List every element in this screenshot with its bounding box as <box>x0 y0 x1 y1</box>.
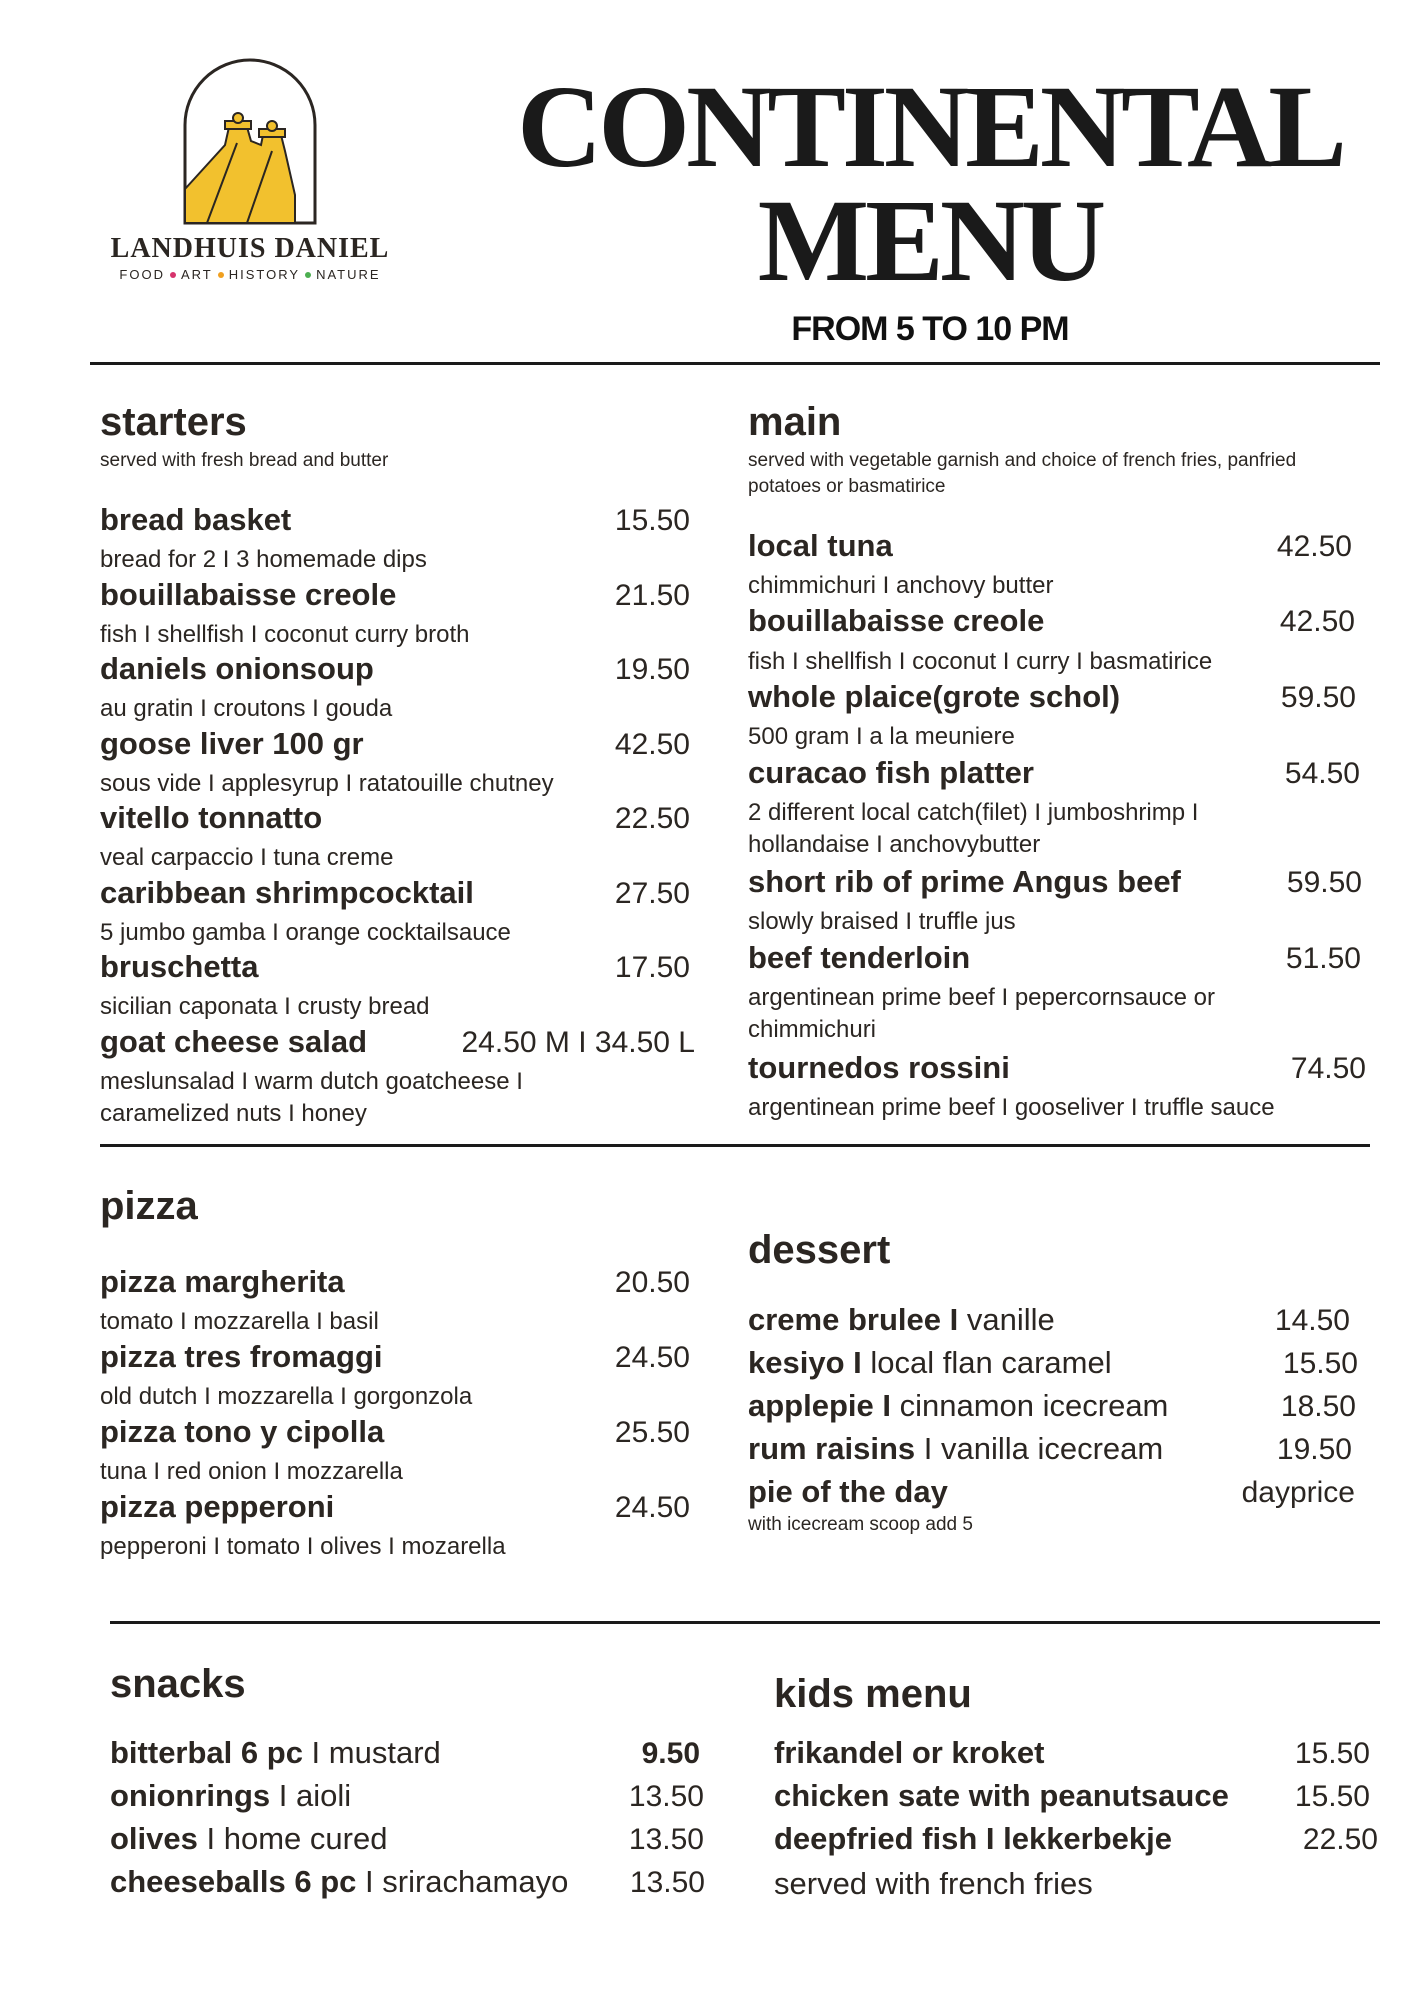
item-price: 42.50 <box>614 728 690 761</box>
item-name: bruschetta <box>100 949 259 984</box>
item-desc: tomato I mozzarella I basil <box>100 1308 379 1335</box>
dessert-name: creme brulee I vanille <box>748 1302 1055 1337</box>
opening-hours: FROM 5 TO 10 PM <box>791 310 1069 348</box>
item-price: 9.50 <box>641 1737 700 1770</box>
item-price: 15.50 <box>614 504 690 537</box>
item-name: goat cheese salad <box>100 1024 368 1059</box>
logo <box>95 55 405 295</box>
item-desc: argentinean prime beef I pepercornsauce or chimmichuri <box>748 984 1215 1043</box>
dessert-name: pie of the day <box>748 1474 948 1509</box>
item-name: pizza tres fromaggi <box>100 1339 383 1374</box>
item-desc: chimmichuri I anchovy butter <box>748 572 1054 599</box>
item-price: 42.50 <box>1279 605 1355 638</box>
item-desc: argentinean prime beef I gooseliver I truffle sauce <box>748 1094 1275 1121</box>
item-desc: veal carpaccio I tuna creme <box>100 844 394 871</box>
item-price: dayprice <box>1241 1476 1355 1509</box>
item-name: tournedos rossini <box>748 1050 1010 1085</box>
item-price: 14.50 <box>1274 1304 1350 1337</box>
divider <box>100 1144 1370 1147</box>
dessert-name: applepie I cinnamon icecream <box>748 1388 1169 1423</box>
tagline-dot <box>218 272 224 278</box>
section-title-snacks: snacks <box>110 1662 246 1706</box>
tagline-word: FOOD <box>119 267 165 282</box>
item-price: 24.50 <box>614 1491 690 1524</box>
divider <box>110 1621 1380 1624</box>
item-price: 59.50 <box>1280 681 1356 714</box>
item-name: frikandel or kroket <box>774 1735 1045 1770</box>
item-price: 59.50 <box>1286 866 1362 899</box>
item-name: pizza pepperoni <box>100 1489 335 1524</box>
item-desc: 5 jumbo gamba I orange cocktailsauce <box>100 919 511 946</box>
item-price: 17.50 <box>614 951 690 984</box>
item-desc: sicilian caponata I crusty bread <box>100 993 430 1020</box>
item-name: goose liver 100 gr <box>100 726 364 761</box>
section-title-starters: starters <box>100 400 247 444</box>
item-price: 27.50 <box>614 877 690 910</box>
item-desc: tuna I red onion I mozzarella <box>100 1458 403 1485</box>
tagline-dot <box>170 272 176 278</box>
kids-note: served with french fries <box>774 1866 1093 1901</box>
brand-name: LANDHUIS DANIEL <box>110 233 390 264</box>
item-price: 24.50 <box>614 1341 690 1374</box>
item-name: chicken sate with peanutsauce <box>774 1778 1229 1813</box>
item-desc: sous vide I applesyrup I ratatouille chutney <box>100 770 554 797</box>
section-title-pizza: pizza <box>100 1184 198 1228</box>
item-price: 15.50 <box>1294 1737 1370 1770</box>
menu-title: CONTINENTAL <box>517 61 1343 192</box>
section-title-main: main <box>748 400 842 444</box>
item-desc: fish I shellfish I coconut curry broth <box>100 621 470 648</box>
item-price: 13.50 <box>628 1780 704 1813</box>
item-desc: bread for 2 I 3 homemade dips <box>100 546 427 573</box>
item-price: 15.50 <box>1294 1780 1370 1813</box>
divider <box>90 362 1380 365</box>
item-price: 13.50 <box>629 1866 705 1899</box>
tagline-word: NATURE <box>316 267 381 282</box>
item-price: 24.50 M I 34.50 L <box>461 1026 695 1059</box>
item-price: 74.50 <box>1290 1052 1366 1085</box>
item-desc: meslunsalad I warm dutch goatcheese I caramelized nuts I honey <box>100 1068 523 1127</box>
section-note-main: served with vegetable garnish and choice of french fries, panfried potatoes or basmatirice <box>748 450 1297 497</box>
item-price: 22.50 <box>614 802 690 835</box>
item-price: 22.50 <box>1302 1823 1378 1856</box>
item-desc: 500 gram I a la meuniere <box>748 723 1015 750</box>
item-name: bouillabaisse creole <box>748 603 1045 638</box>
landhuis-logo-icon <box>177 55 323 225</box>
snack-name: cheeseballs 6 pc I srirachamayo <box>110 1864 569 1899</box>
item-desc: slowly braised I truffle jus <box>748 908 1016 935</box>
item-name: local tuna <box>748 528 893 563</box>
item-price: 13.50 <box>628 1823 704 1856</box>
item-desc: old dutch I mozzarella I gorgonzola <box>100 1383 473 1410</box>
item-price: 20.50 <box>614 1266 690 1299</box>
section-title-dessert: dessert <box>748 1228 891 1272</box>
item-price: 42.50 <box>1276 530 1352 563</box>
section-title-kids: kids menu <box>774 1672 972 1716</box>
item-price: 19.50 <box>1276 1433 1352 1466</box>
dessert-name: rum raisins I vanilla icecream <box>748 1431 1164 1466</box>
item-name: daniels onionsoup <box>100 651 374 686</box>
tagline-dot <box>305 272 311 278</box>
snack-name: olives I home cured <box>110 1821 388 1856</box>
brand-tagline <box>95 267 405 282</box>
item-desc: 2 different local catch(filet) I jumboshrimp I hollandaise I anchovybutter <box>748 799 1199 858</box>
item-price: 25.50 <box>614 1416 690 1449</box>
item-name: bouillabaisse creole <box>100 577 397 612</box>
tagline-word: ART <box>180 267 213 282</box>
item-price: 54.50 <box>1284 757 1360 790</box>
item-name: pizza tono y cipolla <box>100 1414 385 1449</box>
item-desc: fish I shellfish I coconut I curry I basmatirice <box>748 648 1213 675</box>
item-name: caribbean shrimpcocktail <box>100 875 474 910</box>
item-price: 19.50 <box>614 653 690 686</box>
tagline-word: HISTORY <box>228 267 301 282</box>
item-price: 15.50 <box>1282 1347 1358 1380</box>
item-price: 18.50 <box>1280 1390 1356 1423</box>
item-desc: pepperoni I tomato I olives I mozarella <box>100 1533 506 1560</box>
item-name: pizza margherita <box>100 1264 345 1299</box>
item-name: beef tenderloin <box>748 940 971 975</box>
item-price: 51.50 <box>1285 942 1361 975</box>
snack-name: bitterbal 6 pc I mustard <box>110 1735 441 1770</box>
item-name: vitello tonnatto <box>100 800 323 835</box>
dessert-note: with icecream scoop add 5 <box>748 1514 973 1535</box>
item-desc: au gratin I croutons I gouda <box>100 695 393 722</box>
section-note-starters: served with fresh bread and butter <box>100 450 389 471</box>
item-name: short rib of prime Angus beef <box>748 864 1181 899</box>
item-name: deepfried fish I lekkerbekje <box>774 1821 1173 1856</box>
menu-title-2: MENU <box>757 175 1103 306</box>
item-name: whole plaice(grote schol) <box>748 679 1121 714</box>
item-price: 21.50 <box>614 579 690 612</box>
item-name: bread basket <box>100 502 292 537</box>
dessert-name: kesiyo I local flan caramel <box>748 1345 1112 1380</box>
snack-name: onionrings I aioli <box>110 1778 352 1813</box>
item-name: curacao fish platter <box>748 755 1034 790</box>
